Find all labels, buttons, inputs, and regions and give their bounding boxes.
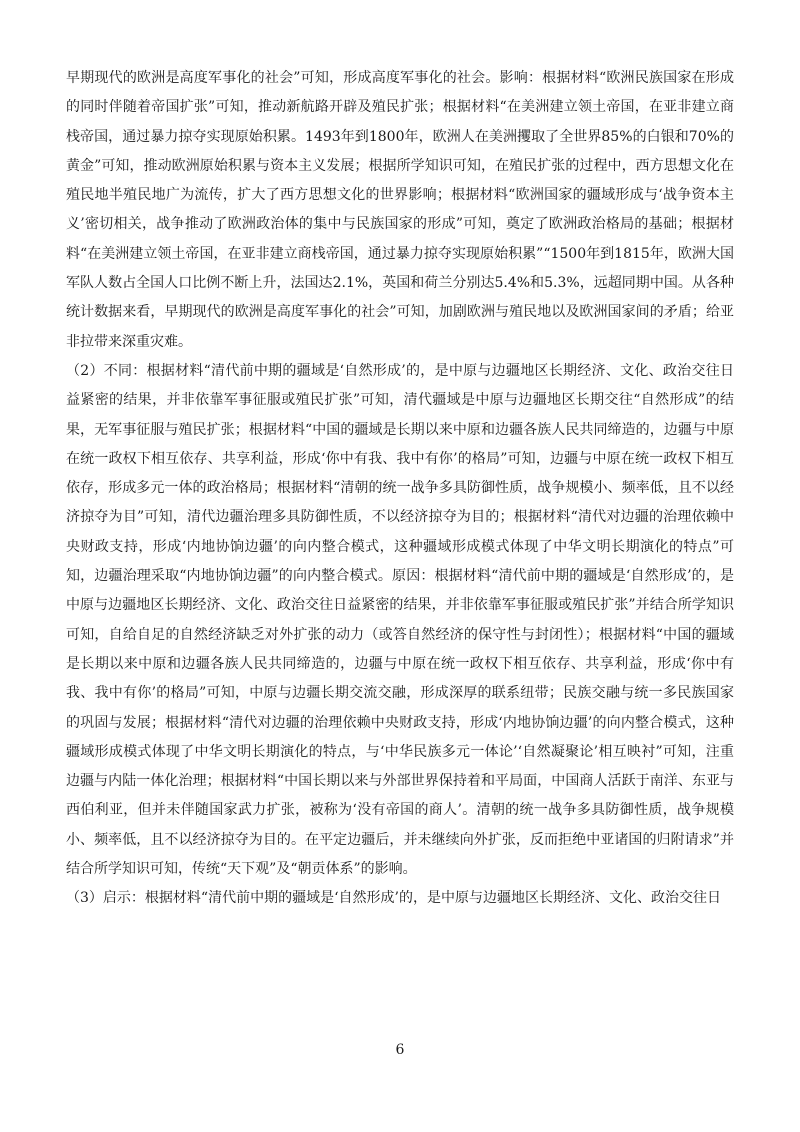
paragraph-inspiration: （3）启示：根据材料“清代前中期的疆域是‘自然形成’的，是中原与边疆地区长期经济、文化、政治交往日 <box>66 890 721 907</box>
paragraph-difference-reason: （2）不同：根据材料“清代前中期的疆域是‘自然形成’的，是中原与边疆地区长期经济、文化、政治交往日益紧密的结果，并非依靠军事征服或殖民扩张”可知，清代疆域是中原与边疆地区长期交往“自然形成”的结果，无军事征服与殖民扩张；根据材料“中国的疆域是长期以来中原和边疆各族人民共同缔造的，边疆与中原在统一政权下相互依存、共享利益，形成‘你中有我、我中有你’的格局”可知，边疆与中原在统一政权下相互依存，形成多元一体的政治格局；根据材料“清朝的统一战争多具防御性质，战争规模小、频率低，且不以经济掠夺为目”可知，清代边疆治理多具防御性质，不以经济掠夺为目的；根据材料“清代对边疆的治理依赖中央财政支持，形成‘内地协饷边疆’的向内整合模式，这种疆域形成模式体现了中华文明长期演化的特点”可知，边疆治理采取“内地协饷边疆”的向内整合模式。原因：根据材料“清代前中期的疆域是‘自然形成’的，是中原与边疆地区长期经济、文化、政治交往日益紧密的结果，并非依靠军事征服或殖民扩张”并结合所学知识可知，自给自足的自然经济缺乏对外扩张的动力（或答自然经济的保守性与封闭性）；根据材料“中国的疆域是长期以来中原和边疆各族人民共同缔造的，边疆与中原在统一政权下相互依存、共享利益，形成‘你中有我、我中有你’的格局”可知，中原与边疆长期交流交融，形成深厚的联系纽带；民族交融与统一多民族国家的巩固与发展；根据材料“清代对边疆的治理依赖中央财政支持，形成‘内地协饷边疆’的向内整合模式，这种疆域形成模式体现了中华文明长期演化的特点，与‘中华民族多元一体论’‘自然凝聚论’相互映衬”可知，注重边疆与内陆一体化治理；根据材料“中国长期以来与外部世界保持着和平局面，中国商人活跃于南洋、东亚与西伯利亚，但并未伴随国家武力扩张，被称为‘没有帝国的商人’。清朝的统一战争多具防御性质，战争规模小、频率低，且不以经济掠夺为目的。在平定边疆后，并未继续向外扩张，反而拒绝中亚诸国的归附请求”并结合所学知识可知，传统“天下观”及“朝贡体系”的影响。 <box>66 362 734 878</box>
paragraph-impact: 早期现代的欧洲是高度军事化的社会”可知，形成高度军事化的社会。影响：根据材料“欧洲民族国家在形成的同时伴随着帝国扩张”可知，推动新航路开辟及殖民扩张；根据材料“在美洲建立领土帝国，在亚非建立商栈帝国，通过暴力掠夺实现原始积累。1493年到1800年，欧洲人在美洲攫取了全世界85%的白银和70%的黄金”可知，推动欧洲原始积累与资本主义发展；根据所学知识可知，在殖民扩张的过程中，西方思想文化在殖民地半殖民地广为流传，扩大了西方思想文化的世界影响；根据材料“欧洲国家的疆域形成与‘战争资本主义’密切相关，战争推动了欧洲政治体的集中与民族国家的形成”可知，奠定了欧洲政治格局的基础；根据材料“在美洲建立领土帝国，在亚非建立商栈帝国，通过暴力掠夺实现原始积累”“1500年到1815年，欧洲大国军队人数占全国人口比例不断上升，法国达2.1%，英国和荷兰分别达5.4%和5.3%，远超同期中国。从各种统计数据来看，早期现代的欧洲是高度军事化的社会”可知，加剧欧洲与殖民地以及欧洲国家间的矛盾；给亚非拉带来深重灾难。 <box>66 70 734 350</box>
page-number: 6 <box>395 1042 405 1058</box>
document-body <box>66 64 734 914</box>
